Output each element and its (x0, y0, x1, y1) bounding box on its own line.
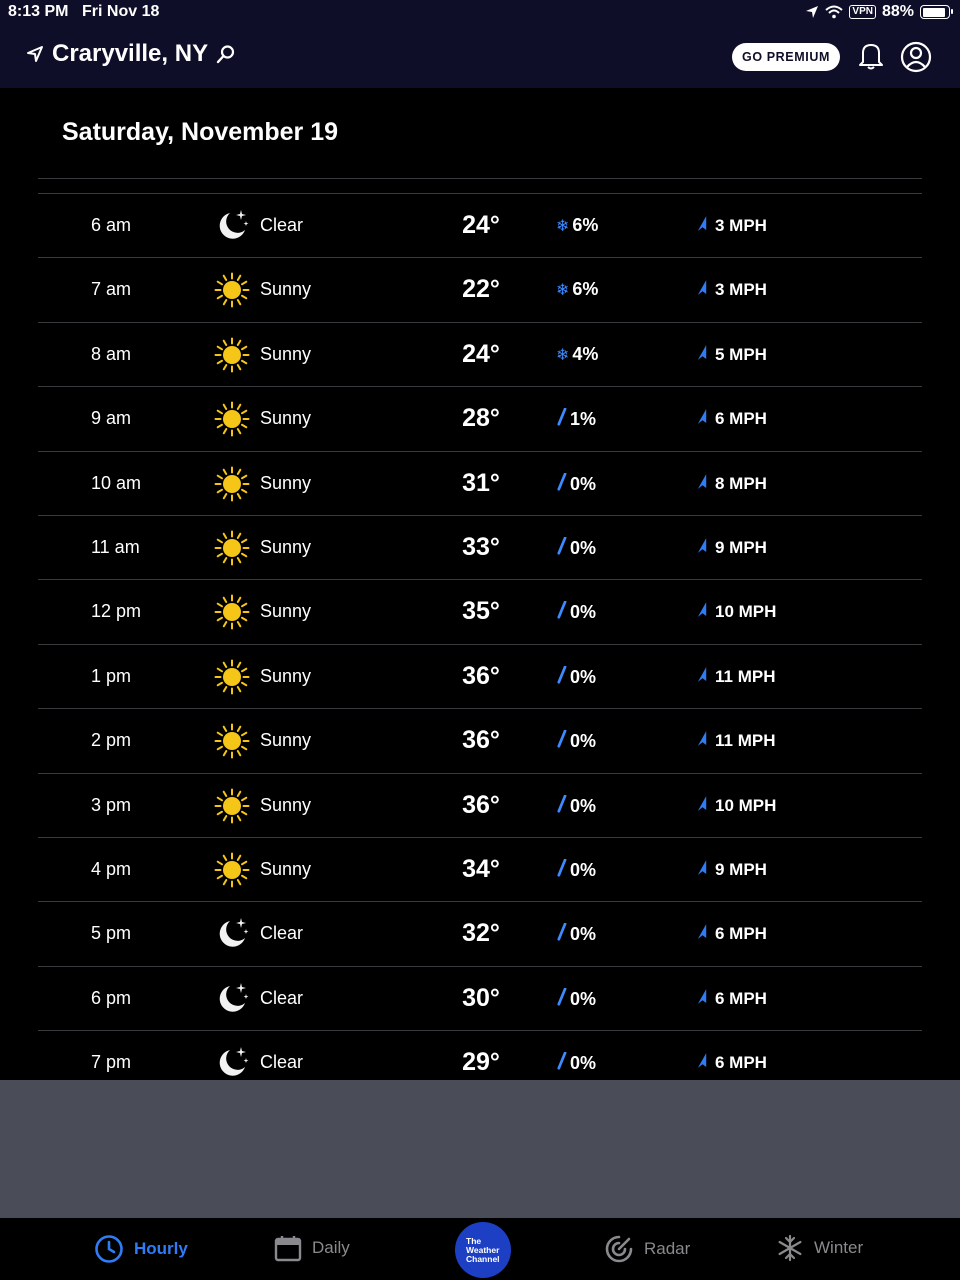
hourly-row[interactable] (38, 837, 922, 901)
hourly-row[interactable] (38, 515, 922, 579)
precip-chance: 0% (570, 795, 597, 816)
hour-time: 4 pm (91, 858, 132, 879)
precip-chance: 0% (570, 859, 597, 880)
hour-time: 6 pm (91, 987, 132, 1008)
hour-temperature: 34° (462, 854, 500, 883)
precip-chance: 1% (570, 409, 597, 430)
hour-wind (696, 408, 767, 430)
hour-temperature: 24° (462, 211, 500, 239)
snowflake-icon: ❄ (556, 282, 570, 300)
hourly-row[interactable] (38, 579, 922, 643)
wind-direction-icon (696, 473, 709, 495)
hour-time: 1 pm (91, 665, 132, 686)
nav-daily[interactable] (274, 1234, 350, 1262)
nav-hourly-label: Hourly (134, 1239, 188, 1258)
sunny-icon (214, 852, 250, 888)
wind-speed: 6 MPH (715, 924, 767, 944)
battery-percent: 88% (881, 3, 914, 20)
location-name: Craryville, NY (52, 40, 209, 67)
wind-speed: 11 MPH (715, 731, 776, 751)
hourly-list[interactable] (38, 193, 922, 1094)
hour-time: 12 pm (91, 601, 142, 622)
hour-condition: Sunny (260, 730, 312, 751)
hour-wind (696, 988, 767, 1010)
wind-speed: 8 MPH (715, 473, 767, 493)
wind-speed: 10 MPH (715, 795, 777, 815)
hour-wind (696, 537, 767, 559)
hourly-row[interactable] (38, 322, 922, 386)
raindrop-icon (556, 666, 567, 689)
hour-wind (696, 1052, 767, 1074)
raindrop-icon (556, 601, 567, 624)
sunny-icon (214, 723, 250, 759)
precip-chance: 0% (570, 537, 597, 558)
precip-chance: 4% (572, 343, 599, 364)
nav-hourly[interactable] (94, 1234, 188, 1264)
hour-wind (696, 923, 767, 945)
sunny-icon (214, 659, 250, 695)
wind-direction-icon (696, 344, 709, 366)
location-arrow-icon (26, 45, 44, 63)
location-selector[interactable] (26, 40, 236, 68)
raindrop-icon (556, 730, 567, 753)
precip-chance: 0% (570, 602, 597, 623)
account-profile-icon[interactable] (900, 41, 932, 73)
hour-temperature: 31° (462, 468, 500, 497)
wind-direction-icon (696, 666, 709, 688)
hour-temperature: 36° (462, 726, 500, 755)
sunny-icon (214, 530, 250, 566)
clock-icon (94, 1234, 124, 1264)
hour-time: 6 am (91, 215, 132, 235)
wind-speed: 3 MPH (715, 280, 767, 300)
hour-precipitation (556, 859, 596, 882)
hour-wind (696, 473, 767, 495)
hour-time: 11 am (91, 536, 140, 557)
wind-speed: 5 MPH (715, 344, 767, 364)
nav-winter[interactable] (776, 1234, 863, 1262)
hour-condition: Sunny (260, 343, 312, 364)
wind-direction-icon (696, 215, 709, 237)
bottom-nav (0, 1218, 960, 1280)
wind-direction-icon (696, 1052, 709, 1074)
sunny-icon (214, 594, 250, 630)
precip-chance: 0% (570, 924, 597, 945)
hour-time: 9 am (91, 408, 132, 429)
wind-direction-icon (696, 923, 709, 945)
hour-wind (696, 279, 767, 301)
hour-precipitation (556, 666, 596, 689)
raindrop-icon (556, 988, 567, 1011)
location-services-icon (805, 5, 819, 19)
sunny-icon (214, 788, 250, 824)
hour-precipitation (556, 279, 598, 300)
raindrop-icon (556, 859, 567, 882)
hour-precipitation (556, 473, 596, 496)
wind-speed: 6 MPH (715, 988, 767, 1008)
logo-line-3: Channel (466, 1254, 500, 1264)
clear-night-icon (214, 981, 250, 1017)
hour-condition: Clear (260, 1052, 304, 1073)
precip-chance: 0% (570, 731, 597, 752)
hourly-row[interactable] (38, 901, 922, 965)
hourly-row[interactable] (38, 193, 922, 257)
hour-condition: Sunny (260, 472, 312, 493)
hour-time: 10 am (91, 472, 142, 493)
hourly-row[interactable] (38, 257, 922, 321)
hour-wind (696, 666, 775, 688)
hour-temperature: 22° (462, 275, 500, 304)
hour-temperature: 36° (462, 790, 500, 819)
hour-temperature: 30° (462, 983, 500, 1012)
calendar-icon (274, 1234, 302, 1262)
notifications-bell-icon[interactable] (858, 41, 884, 71)
wind-speed: 3 MPH (715, 216, 767, 235)
status-time: 8:13 PM (8, 3, 69, 20)
divider (38, 178, 922, 179)
hour-precipitation (556, 215, 598, 236)
clear-night-icon (214, 916, 250, 952)
hour-condition: Sunny (260, 408, 312, 429)
precip-chance: 0% (570, 666, 597, 687)
hour-precipitation (556, 795, 596, 818)
ad-placeholder-area (0, 1080, 960, 1218)
hourly-row[interactable] (38, 451, 922, 515)
wind-speed: 9 MPH (715, 537, 767, 557)
hour-time: 7 pm (91, 1052, 132, 1073)
hour-precipitation (556, 344, 598, 365)
radar-icon (604, 1234, 634, 1264)
wind-direction-icon (696, 859, 709, 881)
hourly-row[interactable] (38, 386, 922, 450)
precip-chance: 6% (572, 279, 599, 300)
sunny-icon (214, 466, 250, 502)
sunny-icon (214, 401, 250, 437)
hour-condition: Sunny (260, 858, 312, 879)
hour-condition: Clear (260, 923, 304, 944)
hour-temperature: 28° (462, 404, 500, 433)
wind-direction-icon (696, 795, 709, 817)
hour-precipitation (556, 408, 596, 431)
precip-chance: 0% (570, 988, 597, 1009)
raindrop-icon (556, 537, 567, 560)
hour-wind (696, 795, 776, 817)
raindrop-icon (556, 923, 567, 946)
status-right (805, 3, 950, 21)
hour-wind (696, 601, 776, 623)
hourly-row[interactable] (38, 966, 922, 1030)
raindrop-icon (556, 408, 567, 431)
hour-condition: Sunny (260, 665, 312, 686)
hour-condition: Clear (260, 987, 304, 1008)
hour-precipitation (556, 730, 596, 753)
hour-condition: Clear (260, 215, 304, 235)
snowflake-icon (776, 1234, 804, 1262)
hour-precipitation (556, 1052, 596, 1075)
wind-direction-icon (696, 988, 709, 1010)
nav-daily-label: Daily (312, 1238, 350, 1257)
hour-wind (696, 730, 775, 752)
wind-speed: 11 MPH (715, 666, 776, 686)
hourly-row[interactable] (38, 644, 922, 708)
app-header (0, 26, 960, 88)
hour-condition: Sunny (260, 794, 312, 815)
wind-direction-icon (696, 601, 709, 623)
hour-temperature: 35° (462, 597, 500, 626)
hour-wind (696, 344, 767, 366)
vpn-badge: VPN (849, 5, 876, 19)
hourly-row[interactable] (38, 708, 922, 772)
wind-speed: 9 MPH (715, 859, 767, 879)
hour-temperature: 32° (462, 919, 500, 948)
hour-precipitation (556, 537, 596, 560)
wind-direction-icon (696, 537, 709, 559)
hour-temperature: 36° (462, 661, 500, 690)
hour-time: 7 am (91, 279, 132, 300)
battery-icon (920, 5, 950, 19)
sunny-icon (214, 272, 250, 308)
sunny-icon (214, 337, 250, 373)
hour-time: 8 am (91, 343, 132, 364)
precip-chance: 6% (572, 215, 599, 235)
wind-direction-icon (696, 730, 709, 752)
raindrop-icon (556, 473, 567, 496)
search-icon[interactable] (216, 44, 236, 64)
logo-line-1: The (466, 1236, 482, 1246)
raindrop-icon (556, 1052, 567, 1075)
hour-time: 2 pm (91, 730, 132, 751)
precip-chance: 0% (570, 473, 597, 494)
hour-temperature: 24° (462, 339, 500, 368)
clear-night-icon (214, 208, 250, 244)
wind-speed: 10 MPH (715, 602, 777, 622)
hour-precipitation (556, 988, 596, 1011)
nav-radar-label: Radar (644, 1239, 691, 1258)
nav-winter-label: Winter (814, 1238, 864, 1257)
raindrop-icon (556, 795, 567, 818)
status-bar (0, 0, 960, 26)
hour-temperature: 33° (462, 532, 500, 561)
hour-precipitation (556, 601, 596, 624)
go-premium-button[interactable]: GO PREMIUM (732, 43, 840, 71)
hour-precipitation (556, 923, 596, 946)
wifi-icon (825, 5, 843, 19)
hourly-row[interactable] (38, 773, 922, 837)
clear-night-icon (214, 1045, 250, 1081)
hour-time: 3 pm (91, 794, 132, 815)
day-heading: Saturday, November 19 (62, 118, 339, 146)
snowflake-icon: ❄ (556, 218, 570, 235)
precip-chance: 0% (570, 1053, 597, 1074)
hour-condition: Sunny (260, 601, 312, 622)
hour-wind (696, 215, 767, 237)
wind-direction-icon (696, 408, 709, 430)
nav-radar[interactable] (604, 1234, 690, 1264)
weather-channel-logo[interactable] (455, 1222, 511, 1278)
wind-speed: 6 MPH (715, 409, 767, 429)
hour-temperature: 29° (462, 1048, 500, 1077)
hour-time: 5 pm (91, 923, 132, 944)
snowflake-icon: ❄ (556, 346, 570, 364)
hour-condition: Sunny (260, 279, 312, 300)
hour-condition: Sunny (260, 536, 312, 557)
wind-direction-icon (696, 279, 709, 301)
wind-speed: 6 MPH (715, 1053, 767, 1073)
status-date: Fri Nov 18 (82, 3, 160, 20)
hour-wind (696, 859, 767, 881)
logo-line-2: Weather (466, 1245, 500, 1255)
